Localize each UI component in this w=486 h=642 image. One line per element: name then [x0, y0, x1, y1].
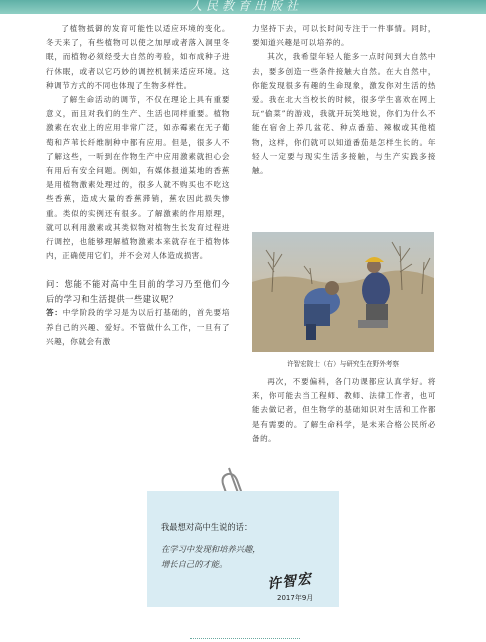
- right-column-bottom: [252, 375, 436, 446]
- question-text: 问：您能不能对高中生目前的学习乃至他们今后的学习和生活提供一些建议呢？: [46, 279, 230, 304]
- footer-band: [0, 628, 486, 642]
- note-heading: 我最想对高中生说的话：: [161, 522, 253, 532]
- interview-question: [46, 277, 230, 306]
- right-paragraph-1: 力坚持下去，可以长时间专注于一件事情。同时，要知道兴趣是可以培养的。: [252, 24, 436, 48]
- note-line-1: 在学习中发现和培养兴趣，: [161, 544, 261, 554]
- right-paragraph-2: 其次，我希望年轻人能多一点时间到大自然中去，要多创造一些条件接触大自然。在大自然中，你能发现很多有趣的生命现象，激发你对生活的热爱。我在北大当校长的时候，很多学生喜欢在网上玩“偷菜”的游戏，我就开玩笑地说，你们为什么不能在宿舍上养几盆花、种点番茄、辣椒或其他植物，这样，你们就可以知道番茄是怎样生长的。年轻人一定要与现实生活多接触，与生产实践多接触。: [252, 52, 436, 176]
- interview-answer: [46, 306, 230, 349]
- right-paragraph-3: 再次，不要偏科，各门功课都应认真学好。将来，你可能去当工程师、教师、法律工作者，也可能去做记者，但生物学的基础知识对生活和工作都是有需要的。了解生命科学，是未来合格公民所必备的。: [252, 377, 436, 443]
- left-paragraph-2: 了解生命活动的调节，不仅在理论上具有重要意义，而且对我们的生产、生活也同样重要。植物激素在农业上的应用非常广泛，如赤霉素在无子葡萄和芦苇长纤维制种中都有应用。但是，很多人不了解这些，一听到在作物生产中应用激素就担心会有用后有安全问题。例如，有媒体报道某地的香蕉是用植物激素处理过的，很多人就不购买也不吃这些香蕉，造成大量的香蕉滞销，蕉农因此损失惨重。类似的实例还有很多。了解激素的作用原理，就可以利用激素或其类似物对植物生长发育过程进行调控，也能够理解植物激素本来就存在于植物体内，正确使用它们，并不会对人体造成损害。: [46, 95, 230, 261]
- note-line-2: 增长自己的才能。: [161, 559, 228, 569]
- handwritten-signature: 许智宏: [266, 570, 314, 594]
- header-title: 人民教育出版社: [190, 0, 303, 13]
- photo-caption: 许智宏院士（右）与研究生在野外考察: [286, 360, 400, 368]
- field-research-photo: [252, 232, 434, 352]
- answer-lead: 答：: [46, 308, 63, 318]
- left-paragraph-1: 了植物抵御的发育可能性以适应环境的变化。冬天来了，有些植物可以使之加厚或者落入洞里冬眠，而植物必须经受大自然的考验，如布成种子进行休眠，或者以它巧妙的调控机制来适应环境。这种调节方式的不同也体现了生物多样性。: [46, 24, 230, 90]
- answer-text: 中学阶段的学习是为以后打基础的，首先要培养自己的兴趣、爱好。不管做什么工作，一旦有了兴趣，你就会有激: [46, 308, 231, 346]
- photo-illustration: [252, 232, 434, 352]
- left-column: [46, 22, 230, 349]
- right-column-top: [252, 22, 436, 178]
- footer-decoration: [190, 632, 300, 639]
- quote-note-card: [147, 491, 339, 607]
- header-band: [0, 0, 486, 14]
- note-date: 2017年9月: [277, 594, 314, 602]
